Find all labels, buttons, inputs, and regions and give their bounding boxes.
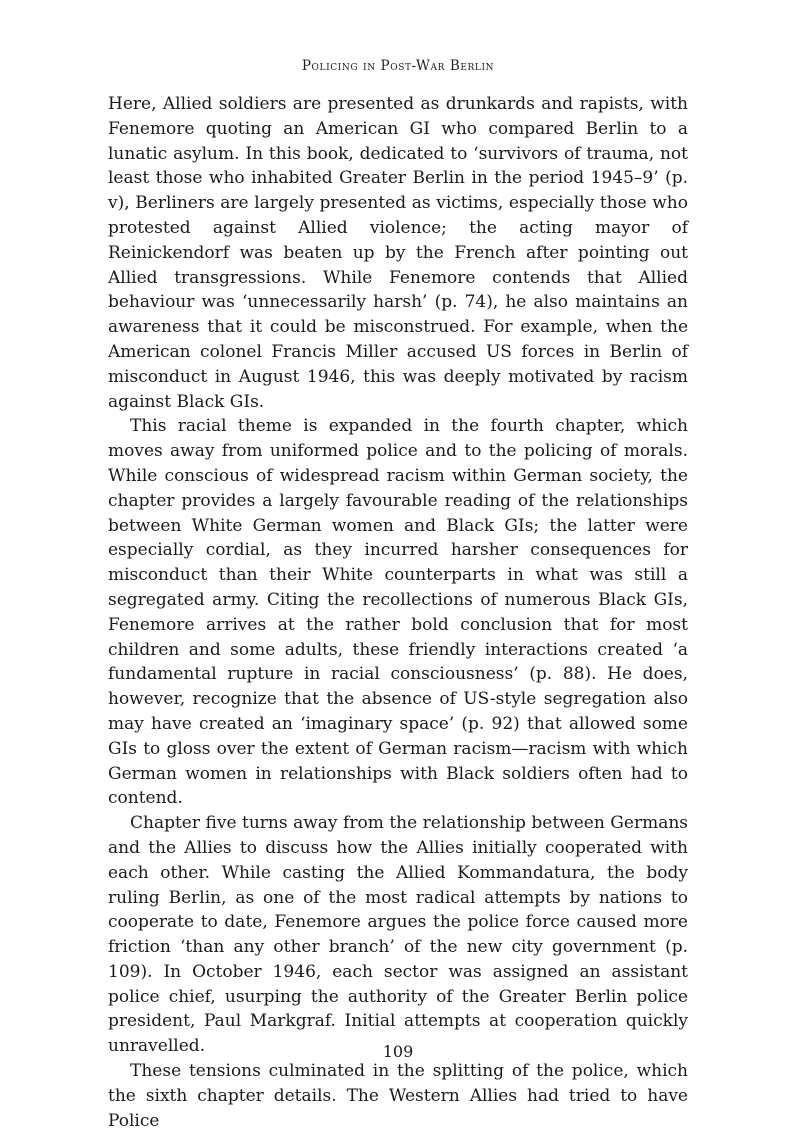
paragraph-4: These tensions culminated in the splitting of the police, which the sixth chapter details. The Western Allies had tried to have Police	[108, 1061, 688, 1131]
paragraph-1: Here, Allied soldiers are presented as drunkards and rapists, with Fenemore quoting an American GI who compared Berlin to a lunatic asylum. In this book, dedicated to ‘survivors of trauma, not least those who inhabited Greater Berlin in the period 1945–9’ (p. v), Berliners are largely presented as victims, especially those who protested against Allied violence; the acting mayor of Reinickendorf was beaten up by the French after pointing out Allied transgressions. While Fenemore contends that Allied behaviour was ‘unnecessarily harsh’ (p. 74), he also maintains an awareness that it could be misconstrued. For example, when the American colonel Francis Miller accused US forces in Berlin of misconduct in August 1946, this was deeply motivated by racism against Black GIs.	[108, 94, 688, 412]
running-header: Policing in Post-War Berlin	[301, 58, 495, 74]
body-text	[108, 92, 688, 1133]
page-number: 109	[382, 1042, 414, 1061]
paragraph-2: This racial theme is expanded in the fourth chapter, which moves away from uniformed police and to the policing of morals. While conscious of widespread racism within German society, the chapter provides a largely favourable reading of the relationships between White German women and Black GIs; the latter were especially cordial, as they incurred harsher consequences for misconduct than their White counterparts in what was still a segregated army. Citing the recollections of numerous Black GIs, Fenemore arrives at the rather bold conclusion that for most children and some adults, these friendly interactions created ‘a fundamental rupture in racial consciousness’ (p. 88). He does, however, recognize that the absence of US-style segregation also may have created an ‘imaginary space’ (p. 92) that allowed some GIs to gloss over the extent of German racism—racism with which German women in relationships with Black soldiers often had to contend.	[108, 416, 688, 809]
paragraph-3: Chapter five turns away from the relationship between Germans and the Allies to discuss how the Allies initially cooperated with each other. While casting the Allied Kommandatura, the body ruling Berlin, as one of the most radical attempts by nations to cooperate to date, Fenemore argues the police force caused more friction ‘than any other branch’ of the new city government (p. 109). In October 1946, each sector was assigned an assistant police chief, usurping the authority of the Greater Berlin police president, Paul Markgraf. Initial attempts at cooperation quickly unravelled.	[108, 813, 688, 1057]
document-page	[108, 58, 688, 1131]
